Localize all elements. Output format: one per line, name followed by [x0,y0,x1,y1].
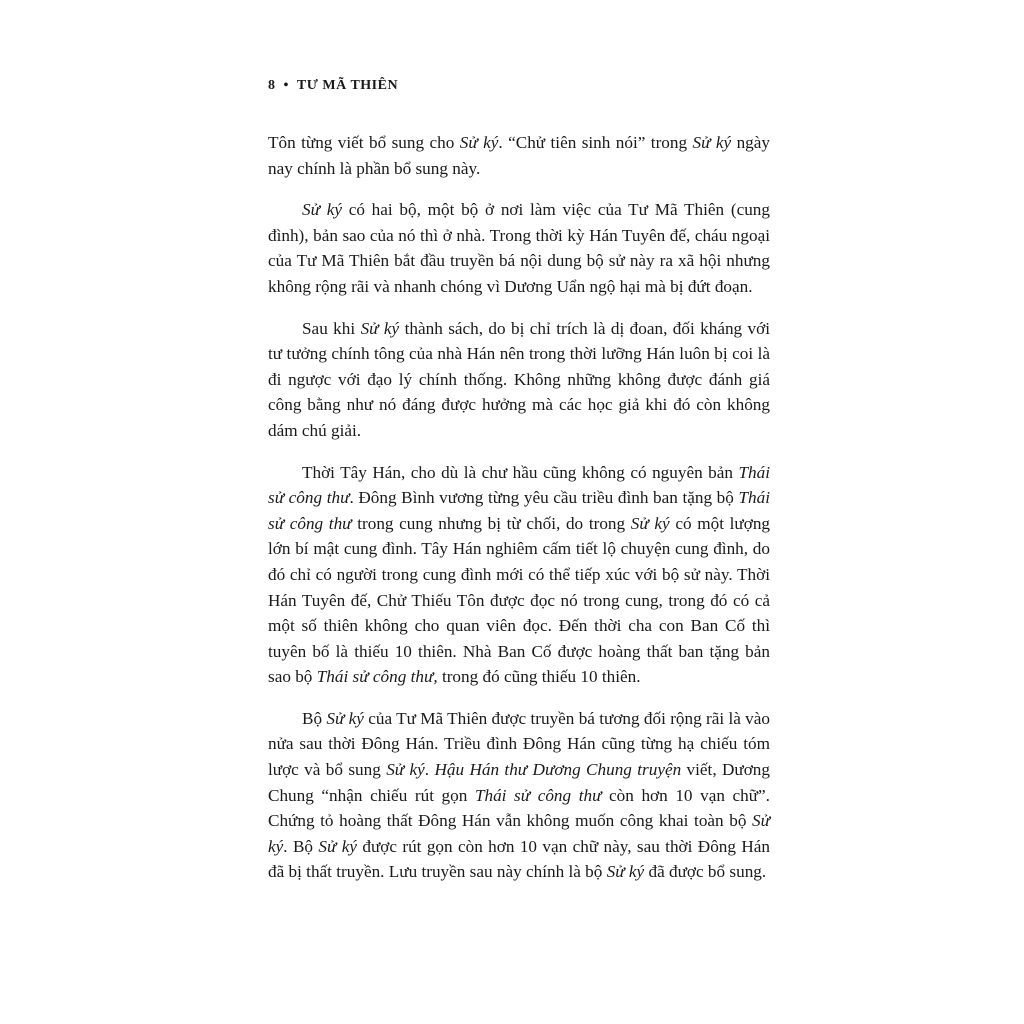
text-run: có hai bộ, một bộ ở nơi làm việc của Tư Mã Thiên (cung đình), bản sao của nó thì ở nhà. Trong thời kỳ Hán Tuyên đế, cháu ngoại của Tư Mã Thiên bắt đầu truyền bá nội dung bộ sử này ra xã hội nhưng không rộng rãi và nhanh chóng vì Dương Uẩn ngộ hại mà bị đứt đoạn. [268,200,770,296]
italic-text-run: Sử ký [606,862,645,882]
paragraph [268,130,770,181]
header-separator: • [283,78,289,93]
running-header [268,78,398,94]
text-run: . Bộ [283,836,319,856]
italic-text-run: Sử ký [302,200,342,220]
paragraph [268,197,770,299]
italic-text-run: Sử ký [326,708,364,728]
paragraph [268,706,770,885]
text-run: Bộ [302,708,327,728]
text-run: . [424,760,435,780]
text-run: còn hơn 10 vạn chữ”. Chứng tỏ hoàng thất Đông Hán vẫn không muốn công khai toàn bộ [268,785,770,831]
text-run: Thời Tây Hán, cho dù là chư hầu cũng không có nguyên bản [302,462,739,482]
italic-text-run: Sử ký [268,811,770,856]
page-number: 8 [268,78,276,93]
italic-text-run: Sử ký [360,318,400,338]
body-text [268,130,770,901]
text-run: . “Chử tiên sinh nói” trong [498,133,693,152]
paragraph [268,316,770,444]
text-run: Tôn từng viết bổ sung cho [268,133,460,152]
italic-text-run: Thái sử công thư, [316,667,438,687]
text-run: trong đó cũng thiếu 10 thiên. [437,667,641,687]
text-run: Sau khi [302,318,361,338]
text-run: . Đông Bình vương từng yêu cầu triều đình ban tặng bộ [349,488,739,508]
text-run: được rút gọn còn hơn 10 vạn chữ này, sau thời Đông Hán đã bị thất truyền. Lưu truyền sau này chính là bộ [268,836,770,882]
italic-text-run: Thái sử công thư [268,488,770,533]
italic-text-run: Thái sử công thư [474,785,602,805]
text-run: ngày nay chính là phần bổ sung này. [268,133,770,178]
italic-text-run: Thái sử công thư [268,462,770,508]
text-run: viết, Dương Chung “nhận chiếu rút gọn [268,760,770,805]
italic-text-run: Sử ký [692,133,732,152]
italic-text-run: Hậu Hán thư Dương Chung truyện [434,760,682,780]
text-run: thành sách, do bị chỉ trích là dị đoan, đối kháng với tư tưởng chính tông của nhà Hán nên trong thời lưỡng Hán luôn bị coi là đi ngược với đạo lý chính thống. Không những không được đánh giá công bằng như nó đáng được hưởng mà các học giả khi đó còn không dám chú giải. [268,318,771,440]
text-run: có một lượng lớn bí mật cung đình. Tây Hán nghiêm cấm tiết lộ chuyện cung đình, do đó chỉ có người trong cung đình mới có thể tiếp xúc với bộ sử này. Thời Hán Tuyên đế, Chử Thiếu Tôn được đọc nó trong cung, trong đó có cả một số thiên không cho quan viên đọc. Đến thời cha con Ban Cố thì tuyên bố là thiếu 10 thiên. Nhà Ban Cố được hoàng thất ban tặng bản sao bộ [268,513,771,687]
text-run: đã được bổ sung. [644,862,767,882]
italic-text-run: Sử ký [630,513,670,533]
italic-text-run: Sử ký [386,760,425,780]
text-run: của Tư Mã Thiên được truyền bá tương đối rộng rãi là vào nửa sau thời Đông Hán. Triều đình Đông Hán cũng từng hạ chiếu tóm lược và bổ sung [268,708,770,780]
italic-text-run: Sử ký [459,133,499,152]
italic-text-run: Sử ký [318,836,357,856]
paragraph [268,460,770,690]
text-run: trong cung nhưng bị từ chối, do trong [351,513,631,533]
running-title: TƯ MÃ THIÊN [296,78,399,93]
